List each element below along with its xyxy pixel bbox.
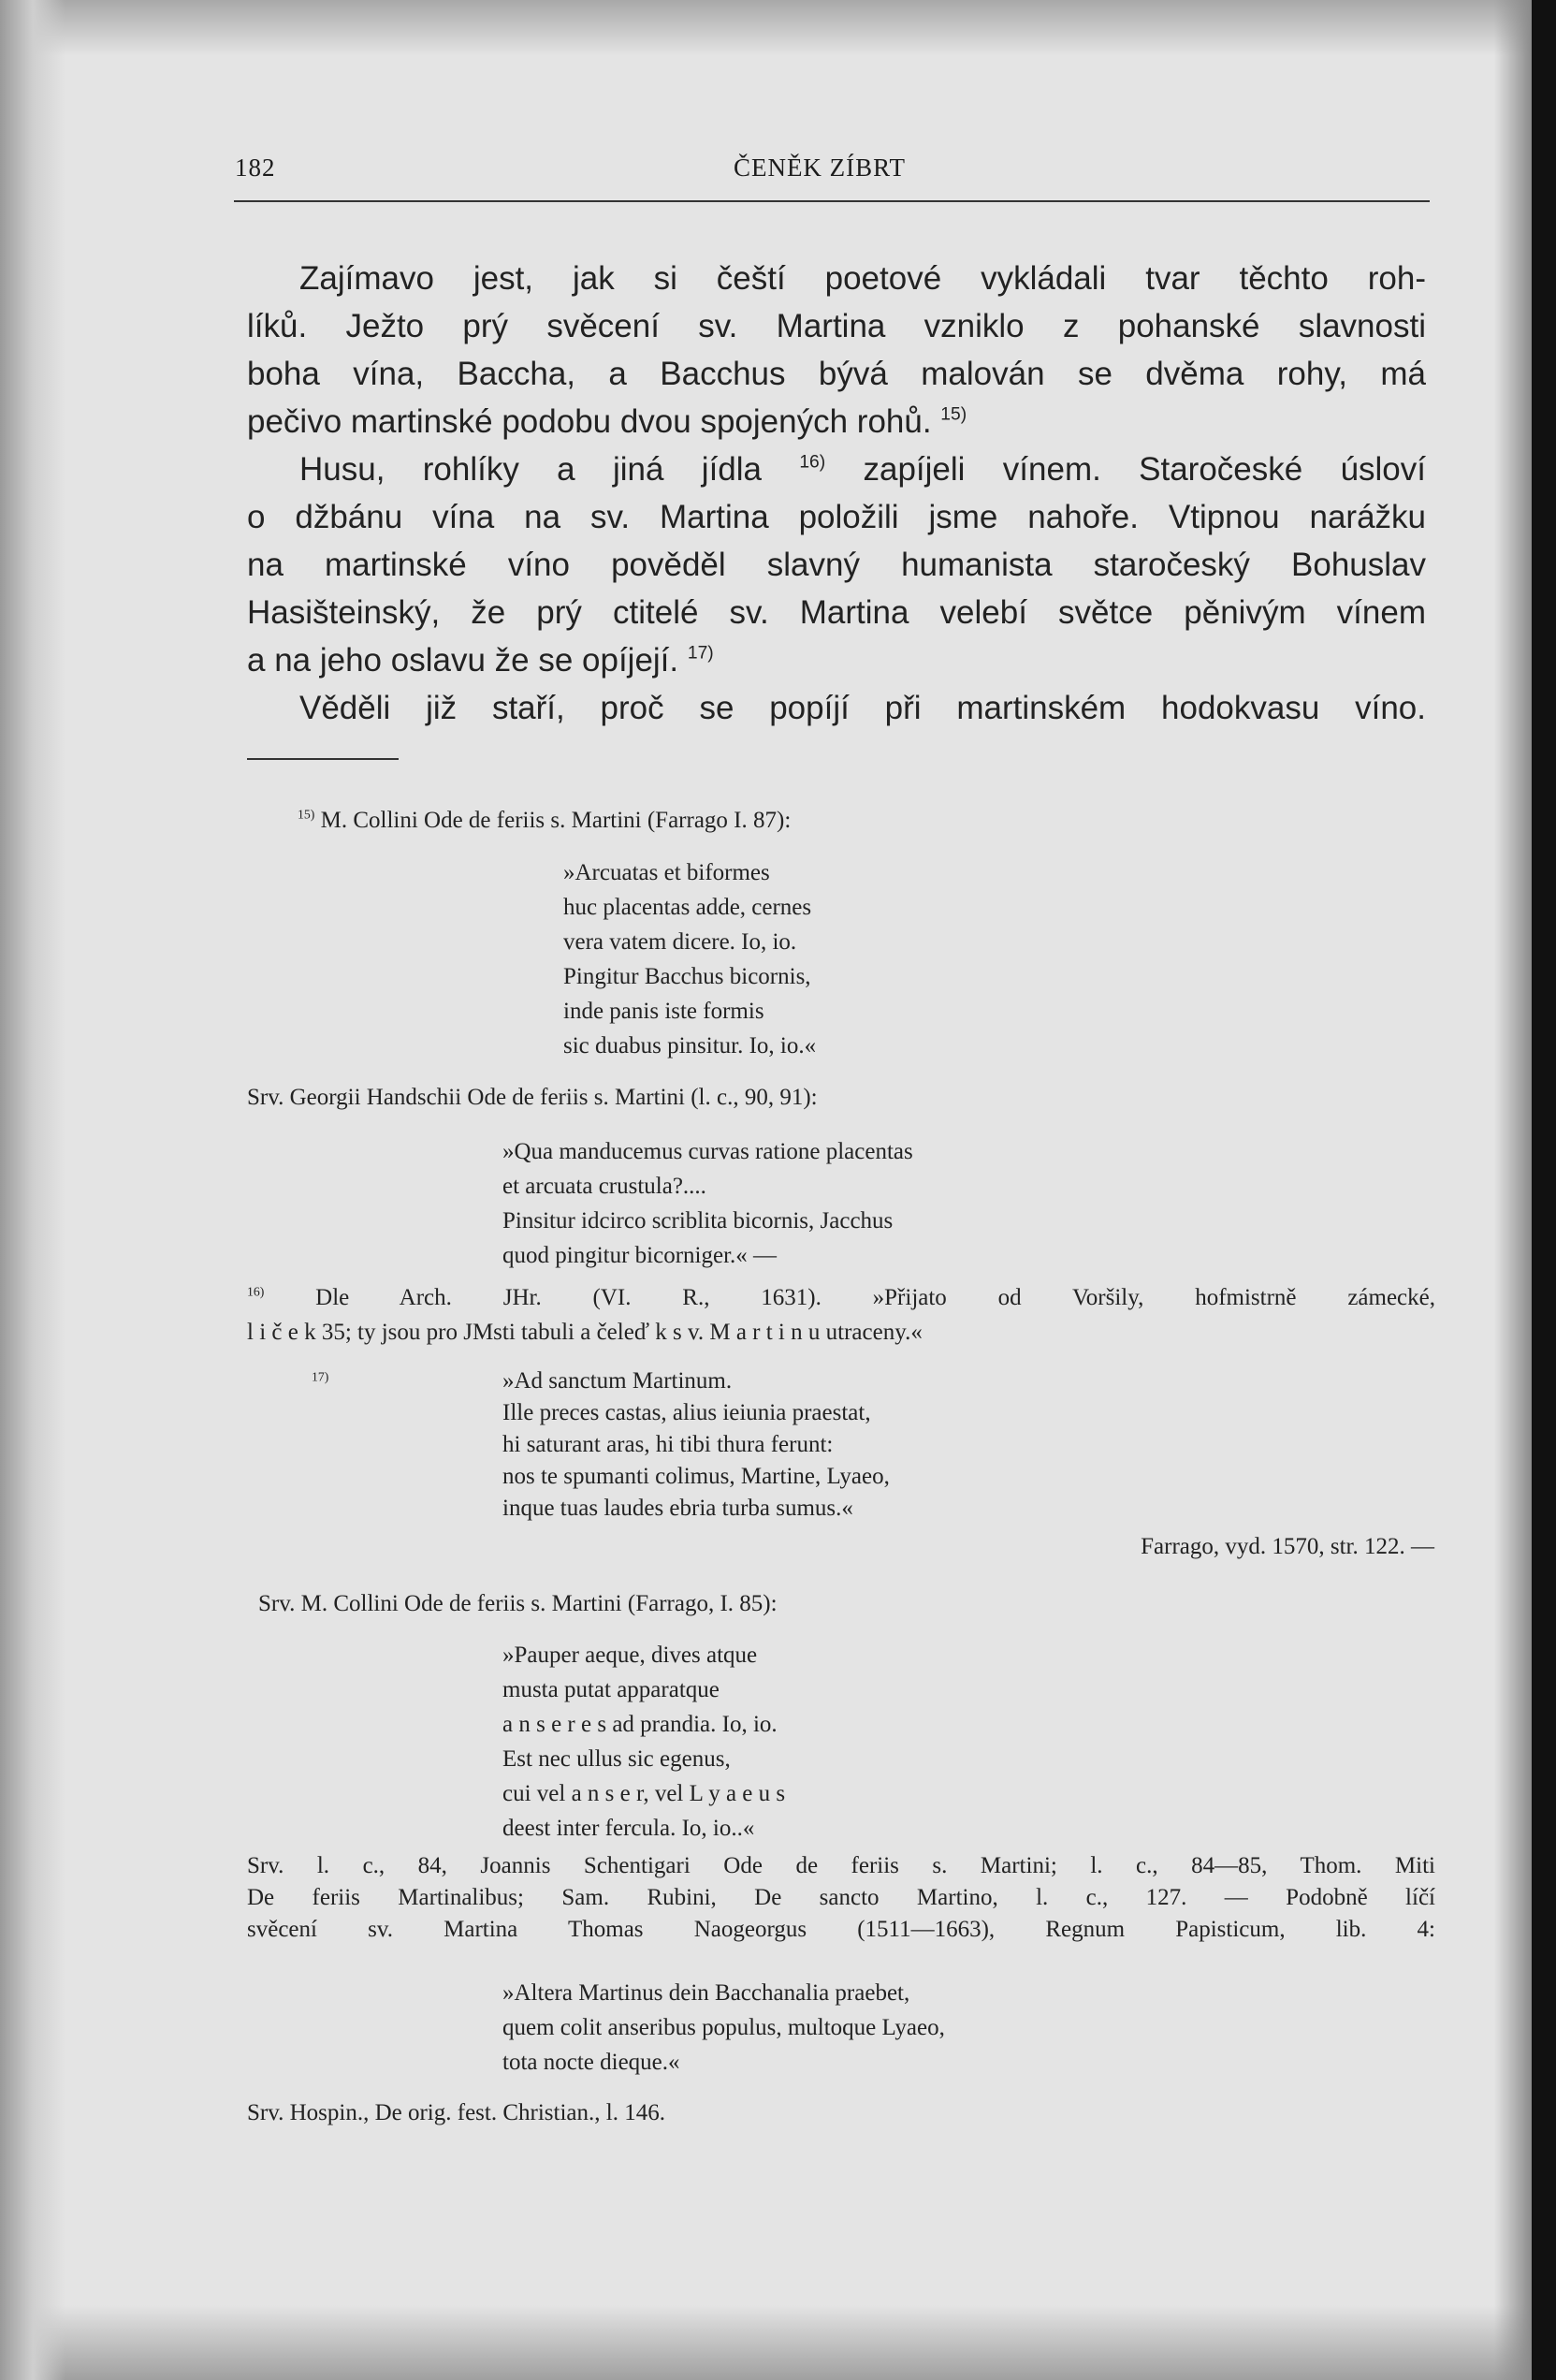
text-line (563, 994, 816, 1029)
footnote-hospin (247, 2095, 665, 2130)
text-line (502, 1493, 890, 1525)
text-segment: Farrago, vyd. 1570, str. 122. — (1141, 1534, 1434, 1559)
text-segment: deest inter fercula. Io, io..« (502, 1816, 755, 1841)
poem-qua-manducemus (502, 1134, 913, 1273)
text-segment: pečivo martinské podobu dvou spojených rohů. (247, 403, 941, 440)
footnote-16 (247, 1280, 1435, 1350)
text-line (247, 1914, 1435, 1946)
text-line (502, 1776, 785, 1811)
text-line (502, 2010, 945, 2045)
page-number: 182 (235, 153, 276, 182)
footnote-15-intro (298, 803, 791, 838)
text-segment: Srv. Hospin., De orig. fest. Christian., l. 146. (247, 2100, 665, 2125)
text-segment: musta putat apparatque (502, 1677, 720, 1702)
text-line (247, 589, 1426, 636)
text-line (502, 1397, 890, 1429)
text-segment: Věděli již staří, proč se popíjí při martinském hodokvasu víno. (299, 690, 1426, 726)
text-line (312, 1365, 328, 1400)
text-segment: Srv. Georgii Handschii Ode de feriis s. Martini (l. c., 90, 91): (247, 1085, 818, 1110)
text-line (502, 1811, 785, 1846)
text-segment: vera vatem dicere. Io, io. (563, 929, 797, 955)
text-line (502, 1638, 785, 1672)
text-line (563, 890, 816, 925)
text-line (247, 1080, 818, 1115)
text-line (502, 1429, 890, 1461)
text-segment: tota nocte dieque.« (502, 2050, 680, 2075)
text-line (247, 255, 1426, 302)
footnote-srv-lc (247, 1850, 1435, 1946)
text-line (502, 1204, 913, 1238)
text-segment: quod pingitur bicorniger.« — (502, 1243, 778, 1268)
text-line (502, 2045, 945, 2080)
text-line (563, 1029, 816, 1063)
text-line (247, 636, 1426, 684)
text-segment: quem colit anseribus populus, multoque Lyaeo, (502, 2015, 945, 2040)
text-line (502, 1238, 913, 1273)
text-segment: Dle Arch. JHr. (VI. R., 1631). »Přijato od Voršily, hofmistrně zámecké, (264, 1285, 1435, 1310)
text-segment: o džbánu vína na sv. Martina položili jsme nahoře. Vtipnou narážku (247, 499, 1426, 535)
footnote-17-marker (312, 1365, 328, 1400)
text-segment: cui vel a n s e r, vel L y a e u s (502, 1781, 786, 1806)
text-segment: Est nec ullus sic egenus, (502, 1746, 731, 1772)
text-segment: inde panis iste formis (563, 999, 764, 1024)
text-segment: sic duabus pinsitur. Io, io.« (563, 1033, 817, 1059)
scan-edge-right-shadow (1494, 0, 1532, 2380)
text-line (247, 445, 1426, 493)
footnote-georgii (247, 1080, 818, 1115)
text-segment: »Ad sanctum Martinum. (502, 1368, 733, 1394)
text-segment: boha vína, Baccha, a Bacchus bývá malován se dvěma rohy, má (247, 356, 1426, 392)
poem-ad-sanctum-martinum (502, 1365, 890, 1525)
text-line (247, 1280, 1435, 1315)
header-rule (234, 200, 1430, 202)
footnote-collini-85 (258, 1586, 778, 1621)
text-line (502, 1976, 945, 2010)
poem-altera-martinus (502, 1976, 945, 2080)
text-line (247, 1882, 1435, 1914)
text-segment: hi saturant aras, hi tibi thura ferunt: (502, 1432, 834, 1457)
text-line (247, 684, 1426, 732)
footnote-marker: 16) (247, 1284, 265, 1299)
text-segment: a n s e r e s ad prandia. Io, io. (502, 1712, 778, 1737)
text-segment: zapíjeli vínem. Staročeské úsloví (825, 451, 1426, 488)
text-segment: svěcení sv. Martina Thomas Naogeorgus (1511—1663), Regnum Papisticum, lib. 4: (247, 1917, 1435, 1942)
text-line (502, 1169, 913, 1204)
text-line (502, 1365, 890, 1397)
footnote-marker: 16) (799, 452, 826, 473)
farrago-citation (842, 1529, 1434, 1564)
footnote-separator (247, 758, 399, 760)
poem-arcuatas (563, 855, 816, 1063)
running-title: ČENĚK ZÍBRT (733, 153, 907, 182)
text-line (563, 925, 816, 959)
poem-pauper-aeque (502, 1638, 785, 1846)
text-segment: Husu, rohlíky a jiná jídla (299, 451, 800, 488)
text-segment: »Arcuatas et biformes (563, 860, 770, 885)
text-segment: Zajímavo jest, jak si čeští poetové vykládali tvar těchto roh- (299, 260, 1426, 297)
text-segment: »Qua manducemus curvas ratione placentas (502, 1139, 913, 1164)
footnote-marker: 17) (687, 643, 714, 664)
text-segment: Pinsitur idcirco scriblita bicornis, Jacchus (502, 1208, 894, 1234)
text-line (247, 350, 1426, 398)
text-segment: na martinské víno pověděl slavný humanista staročeský Bohuslav (247, 547, 1426, 583)
text-line (502, 1707, 785, 1742)
text-line (247, 1315, 1435, 1350)
scan-edge-bottom (0, 2305, 1556, 2380)
text-segment: M. Collini Ode de feriis s. Martini (Farrago I. 87): (314, 808, 792, 833)
text-segment: De feriis Martinalibus; Sam. Rubini, De sancto Martino, l. c., 127. — Podobně líčí (247, 1885, 1435, 1910)
text-segment: Ille preces castas, alius ieiunia praestat, (502, 1400, 871, 1425)
footnote-marker: 15) (298, 807, 315, 822)
scan-edge-right (1532, 0, 1556, 2380)
text-segment: »Pauper aeque, dives atque (502, 1643, 758, 1668)
text-line (502, 1742, 785, 1776)
text-line (298, 803, 791, 838)
text-line (247, 2095, 665, 2130)
text-segment: huc placentas adde, cernes (563, 895, 812, 920)
text-segment: nos te spumanti colimus, Martine, Lyaeo, (502, 1464, 890, 1489)
text-line (247, 493, 1426, 541)
footnote-marker: 17) (312, 1369, 329, 1384)
text-line (247, 398, 1426, 445)
text-line (258, 1586, 778, 1621)
text-segment: »Altera Martinus dein Bacchanalia praebet, (502, 1980, 910, 2006)
body-text (247, 255, 1426, 732)
text-segment: et arcuata crustula?.... (502, 1174, 706, 1199)
text-line (563, 959, 816, 994)
text-segment: a na jeho oslavu že se opíjejí. (247, 642, 688, 679)
text-line (502, 1461, 890, 1493)
scan-edge-left (0, 0, 65, 2380)
text-line (247, 541, 1426, 589)
footnote-marker: 15) (940, 404, 967, 425)
text-line (502, 1672, 785, 1707)
text-line (842, 1529, 1434, 1564)
text-segment: Srv. M. Collini Ode de feriis s. Martini (Farrago, I. 85): (258, 1591, 778, 1616)
text-segment: Srv. l. c., 84, Joannis Schentigari Ode de feriis s. Martini; l. c., 84—85, Thom. Miti (247, 1853, 1435, 1878)
text-line (502, 1134, 913, 1169)
scan-edge-top (0, 0, 1556, 56)
text-segment: líků. Ježto prý svěcení sv. Martina vzniklo z pohanské slavnosti (247, 308, 1426, 344)
text-segment: inque tuas laudes ebria turba sumus.« (502, 1496, 853, 1521)
text-line (563, 855, 816, 890)
text-segment: Hasišteinský, že prý ctitelé sv. Martina velebí světce pěnivým vínem (247, 594, 1426, 631)
text-segment: l i č e k 35; ty jsou pro JMsti tabuli a čeleď k s v. M a r t i n u utraceny.« (247, 1320, 923, 1345)
text-line (247, 1850, 1435, 1882)
text-line (247, 302, 1426, 350)
text-segment: Pingitur Bacchus bicornis, (563, 964, 811, 989)
